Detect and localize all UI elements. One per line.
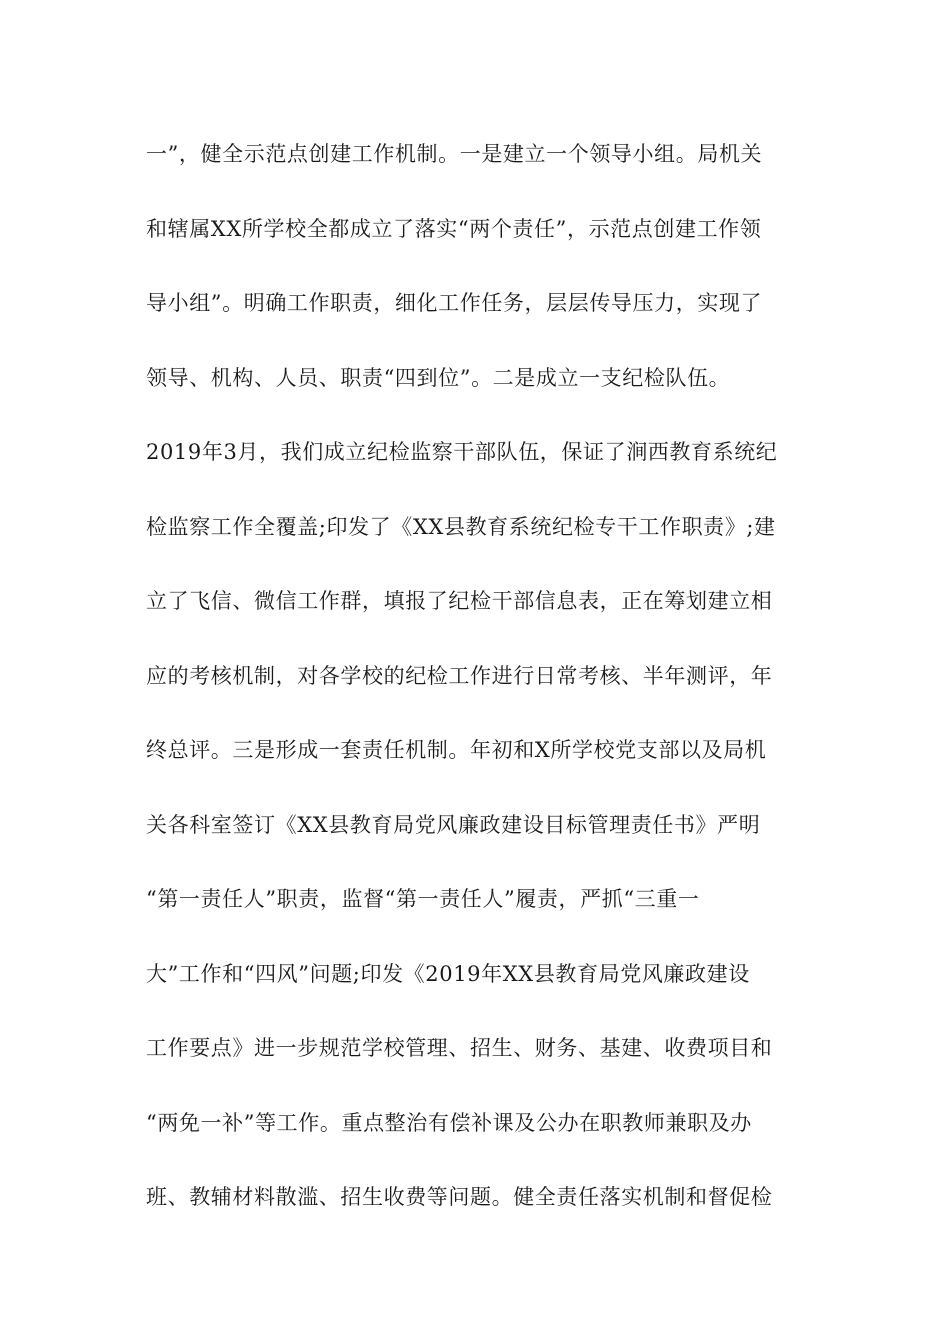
text-line: 立了飞信、微信工作群，填报了纪检干部信息表，正在筹划建立相 bbox=[146, 589, 773, 613]
body-text bbox=[146, 130, 806, 1248]
text-line: 导小组”。明确工作职责，细化工作任务，层层传导压力，实现了 bbox=[146, 291, 763, 315]
text-line: 班、教辅材料散滥、招生收费等问题。健全责任落实机制和督促检 bbox=[146, 1185, 773, 1209]
text-line: “第一责任人”职责，监督“第一责任人”履责，严抓“三重一 bbox=[146, 887, 700, 911]
text-line: 应的考核机制，对各学校的纪检工作进行日常考核、半年测评，年 bbox=[146, 663, 773, 688]
text-line: 领导、机构、人员、职责“四到位”。二是成立一支纪检队伍。 bbox=[146, 365, 731, 390]
text-line: 关各科室签订《XX县教育局党风廉政建设目标管理责任书》严明 bbox=[146, 812, 761, 837]
text-line: “两免一补”等工作。重点整治有偿补课及公办在职教师兼职及办 bbox=[146, 1110, 752, 1135]
text-line: 工作要点》进一步规范学校管理、招生、财务、基建、收费项目和 bbox=[146, 1036, 773, 1060]
text-line: 终总评。三是形成一套责任机制。年初和X所学校党支部以及局机 bbox=[146, 738, 767, 762]
text-line: 和辖属XX所学校全都成立了落实“两个责任”，示范点创建工作领 bbox=[146, 216, 762, 241]
text-line: 检监察工作全覆盖;印发了《XX县教育系统纪检专干工作职责》;建 bbox=[146, 514, 776, 539]
text-line: 大”工作和“四风”问题;印发《2019年XX县教育局党风廉政建设 bbox=[146, 961, 750, 986]
text-line: 2019年3月，我们成立纪检监察干部队伍，保证了涧西教育系统纪 bbox=[146, 440, 778, 464]
text-line: 一”，健全示范点创建工作机制。一是建立一个领导小组。局机关 bbox=[146, 142, 763, 166]
